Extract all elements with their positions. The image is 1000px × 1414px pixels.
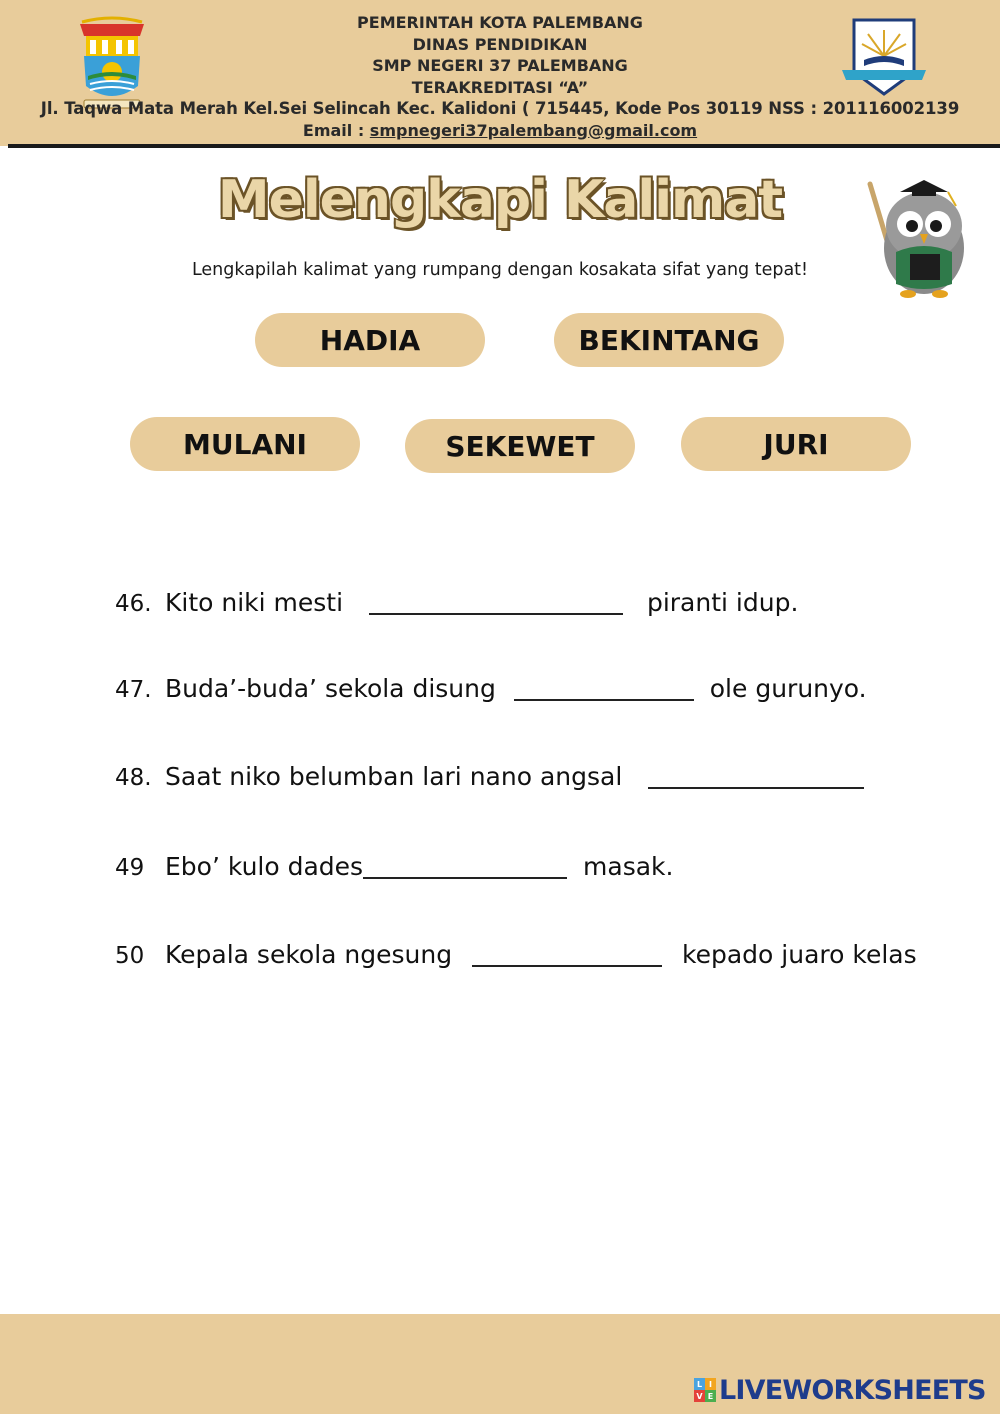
answer-blank[interactable] bbox=[472, 943, 662, 967]
answer-blank[interactable] bbox=[648, 765, 864, 789]
answer-blank[interactable] bbox=[363, 855, 567, 879]
owl-teacher-illustration bbox=[862, 166, 978, 304]
question-49 bbox=[115, 849, 975, 889]
question-number: 46. bbox=[115, 591, 152, 617]
icon-letter: I bbox=[705, 1378, 716, 1390]
question-text-before: Saat niko belumban lari nano angsal bbox=[165, 762, 623, 791]
word-bank-chip[interactable]: BEKINTANG bbox=[554, 313, 784, 367]
word-bank-chip[interactable]: SEKEWET bbox=[405, 419, 635, 473]
question-number: 47. bbox=[115, 677, 152, 703]
header-divider bbox=[8, 144, 1000, 148]
school-address: Jl. Taqwa Mata Merah Kel.Sei Selincah Kec. Kalidoni ( 715445, Kode Pos 30119 NSS : 201116002139 bbox=[40, 99, 960, 118]
question-47 bbox=[115, 671, 975, 711]
header-line: SMP NEGERI 37 PALEMBANG bbox=[372, 56, 628, 75]
school-email-line bbox=[0, 120, 1000, 142]
question-text-before: Kito niki mesti bbox=[165, 588, 344, 617]
icon-letter: E bbox=[705, 1390, 716, 1402]
liveworksheets-brand: LIVEWORKSHEETS bbox=[719, 1374, 986, 1406]
header-line: TERAKREDITASI “A” bbox=[411, 77, 589, 97]
header-line: DINAS PENDIDIKAN bbox=[412, 34, 588, 54]
question-number: 48. bbox=[115, 765, 152, 791]
email-label: Email : bbox=[302, 120, 370, 140]
question-number: 50 bbox=[115, 943, 145, 969]
answer-blank[interactable] bbox=[514, 677, 694, 701]
instruction-text: Lengkapilah kalimat yang rumpang dengan kosakata sifat yang tepat! bbox=[191, 260, 809, 280]
question-text-after: piranti idup. bbox=[646, 588, 799, 617]
question-text-after: kepado juaro kelas bbox=[682, 940, 917, 969]
liveworksheets-icon bbox=[694, 1378, 716, 1402]
question-text-before: Kepala sekola ngesung bbox=[165, 940, 453, 969]
question-text-after: masak. bbox=[583, 852, 674, 881]
question-text-after: ole gurunyo. bbox=[709, 674, 867, 703]
liveworksheets-logo[interactable] bbox=[694, 1374, 986, 1406]
icon-letter: L bbox=[694, 1378, 705, 1390]
word-bank-chip[interactable]: MULANI bbox=[130, 417, 360, 471]
question-50 bbox=[115, 937, 975, 977]
word-bank-chip[interactable]: JURI bbox=[681, 417, 911, 471]
question-46 bbox=[115, 585, 975, 625]
header-line: PEMERINTAH KOTA PALEMBANG bbox=[357, 13, 643, 32]
question-number: 49 bbox=[115, 855, 145, 881]
header-text bbox=[0, 12, 1000, 141]
email-link[interactable]: smpnegeri37palembang@gmail.com bbox=[369, 120, 698, 140]
answer-blank[interactable] bbox=[369, 591, 623, 615]
page-title: Melengkapi Kalimat bbox=[217, 170, 783, 230]
question-text-before: Buda’-buda’ sekola disung bbox=[165, 674, 496, 703]
question-text-before: Ebo’ kulo dades bbox=[165, 852, 364, 881]
word-bank-chip[interactable]: HADIA bbox=[255, 313, 485, 367]
question-48 bbox=[115, 759, 975, 799]
icon-letter: V bbox=[694, 1390, 705, 1402]
